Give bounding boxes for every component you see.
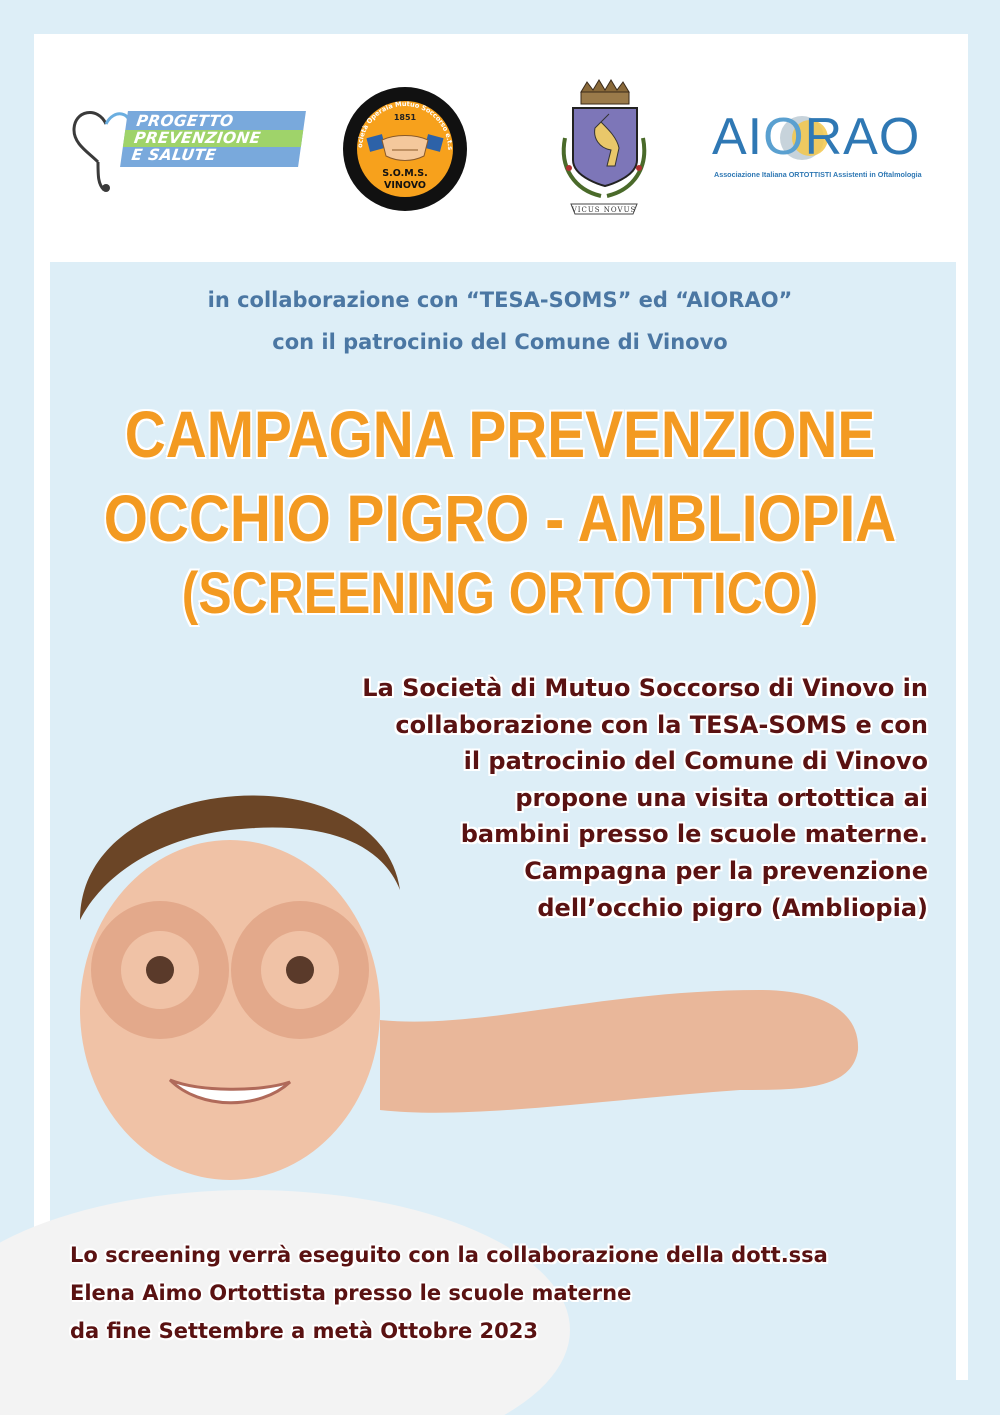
progetto-line-2: PREVENZIONE — [123, 130, 303, 147]
description-line-2: collaborazione con la TESA-SOMS e con — [395, 710, 928, 739]
screening-info-block — [70, 1236, 828, 1350]
soms-year: 1851 — [393, 113, 417, 122]
screening-info-line-2: Elena Aimo Ortottista presso le scuole materne — [70, 1281, 632, 1305]
left-eye — [146, 956, 174, 984]
soms-name-line1: S.O.M.S. — [382, 168, 428, 179]
aiorao-word-rest: RAO — [804, 108, 921, 166]
logo-soms-vinovo — [340, 84, 470, 214]
description-line-7: dell’occhio pigro (Ambliopia) — [537, 893, 928, 922]
soms-ring-text: ocietà Operaia Mutuo Soccorso e.t.s — [355, 99, 455, 151]
intro-line-2: con il patrocinio del Comune di Vinovo — [272, 330, 728, 354]
aiorao-word-o: O — [763, 108, 805, 166]
title-line-3: (SCREENING ORTOTTICO) — [181, 561, 819, 626]
description-line-1: La Società di Mutuo Soccorso di Vinovo in — [362, 674, 928, 702]
title-line-1: CAMPAGNA PREVENZIONE — [124, 397, 876, 471]
description-line-6: Campagna per la prevenzione — [524, 856, 928, 885]
description-block — [308, 670, 928, 926]
aiorao-word-ai: AI — [712, 108, 764, 166]
description-line-4: propone una visita ortottica ai — [515, 783, 928, 812]
soms-name-line2: VINOVO — [384, 180, 426, 191]
unicorn-crest-icon — [564, 80, 645, 214]
title-line-2: OCCHIO PIGRO - AMBLIOPIA — [103, 481, 897, 555]
logo-comune-vinovo-crest — [545, 78, 663, 220]
screening-info-line-3: da fine Settembre a metà Ottobre 2023 — [70, 1319, 538, 1343]
aiorao-subtitle: Associazione Italiana ORTOTTISTI Assistenti in Oftalmologia — [714, 170, 922, 179]
aiorao-wordmark — [712, 108, 920, 166]
description-line-3: il patrocinio del Comune di Vinovo — [463, 747, 928, 776]
right-eye — [286, 956, 314, 984]
progetto-wordmark — [120, 111, 306, 167]
logo-aiorao — [712, 108, 934, 188]
screening-info-line-1: Lo screening verrà eseguito con la collaborazione della dott.ssa — [70, 1243, 828, 1267]
progetto-line-1: PROGETTO — [135, 112, 235, 130]
child-arm — [380, 990, 858, 1113]
progetto-line-3: E SALUTE — [130, 146, 218, 164]
description-line-5: bambini presso le scuole materne. — [460, 820, 928, 849]
logo-progetto-prevenzione-salute — [68, 104, 288, 194]
crest-motto: VICUS NOVUS — [571, 206, 637, 214]
intro-line-1: in collaborazione con “TESA-SOMS” ed “AIORAO” — [207, 288, 793, 312]
